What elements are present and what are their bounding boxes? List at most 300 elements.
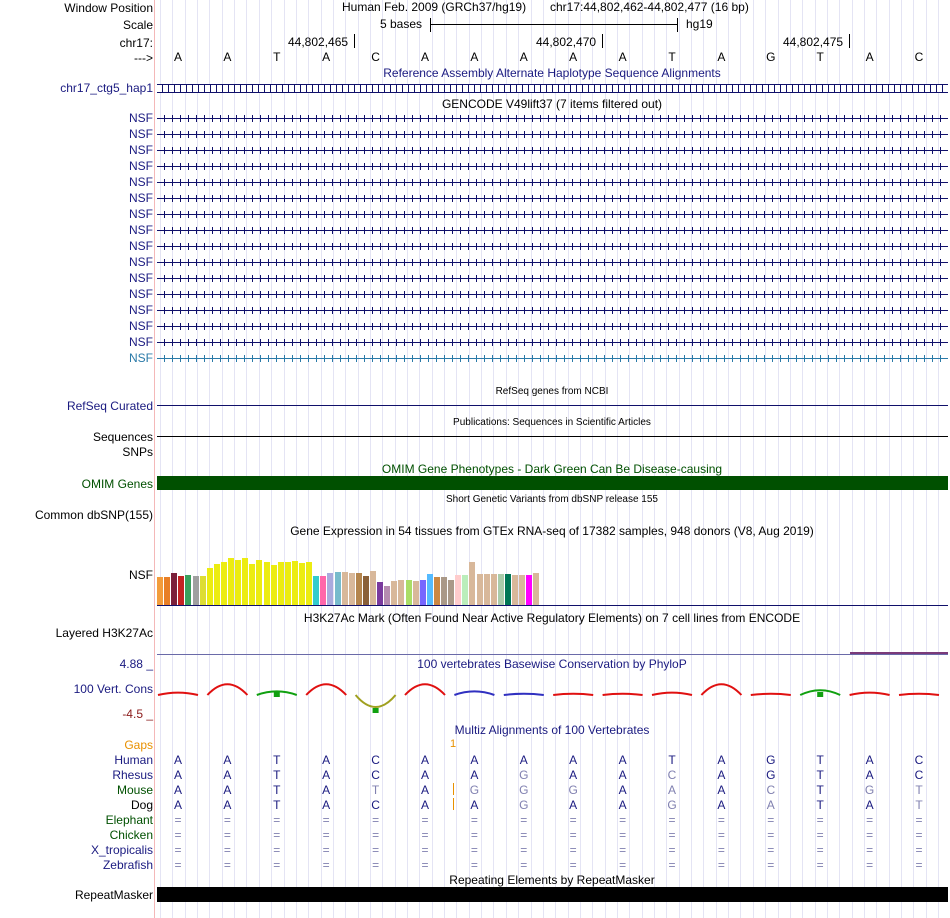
gtex-tissue-bar[interactable] <box>519 575 525 606</box>
alt-haplotype-label[interactable]: chr17_ctg5_hap1 <box>60 81 153 95</box>
species-label[interactable]: Elephant <box>105 813 153 827</box>
phylop-score-mark <box>405 684 445 695</box>
aligned-base: = <box>421 828 429 842</box>
gtex-bar-chart[interactable] <box>157 540 948 606</box>
aligned-base: = <box>816 813 824 827</box>
aligned-base: = <box>915 843 923 857</box>
gtex-label[interactable]: NSF <box>129 568 153 582</box>
gtex-tissue-bar[interactable] <box>171 573 177 606</box>
aligned-base: A <box>569 798 578 812</box>
aligned-base: = <box>915 813 923 827</box>
aligned-base: C <box>914 768 924 782</box>
aligned-base: A <box>569 753 578 767</box>
aligned-base: = <box>915 828 923 842</box>
aligned-base: T <box>668 753 676 767</box>
aligned-base: = <box>421 858 429 872</box>
alt-haplotype-title: Reference Assembly Alternate Haplotype Sequence Alignments <box>383 66 721 80</box>
gtex-tissue-bar[interactable] <box>526 575 532 606</box>
base-letter: T <box>273 50 281 64</box>
gtex-tissue-bar[interactable] <box>185 575 191 606</box>
gtex-tissue-bar[interactable] <box>434 577 440 606</box>
scale-bar <box>430 24 677 25</box>
base-letter: A <box>420 50 430 64</box>
aligned-base: A <box>173 753 183 767</box>
gtex-tissue-bar[interactable] <box>313 576 319 606</box>
gtex-tissue-bar[interactable] <box>164 577 170 606</box>
coord-tick <box>354 34 355 48</box>
aligned-base: A <box>766 798 775 812</box>
scale-bar-right-tick <box>677 18 678 32</box>
gencode-item-label[interactable]: NSF <box>129 239 153 253</box>
gtex-tissue-bar[interactable] <box>441 577 447 606</box>
gtex-tissue-bar[interactable] <box>299 563 305 606</box>
gencode-transcript-line[interactable] <box>157 131 948 138</box>
aligned-base: A <box>519 753 528 767</box>
publications-feature[interactable] <box>157 436 948 437</box>
aligned-base: = <box>372 813 380 827</box>
gencode-item-label[interactable]: NSF <box>129 175 153 189</box>
phylop-score-mark <box>850 693 890 695</box>
gencode-transcript-line[interactable] <box>157 243 948 250</box>
gaps-label[interactable]: Gaps <box>124 738 153 752</box>
scale-db: hg19 <box>686 17 713 31</box>
aligned-base: = <box>619 843 627 857</box>
gencode-transcript-line[interactable] <box>157 163 948 170</box>
aligned-base: = <box>223 843 231 857</box>
species-label[interactable]: Rhesus <box>112 768 153 782</box>
aligned-base: C <box>371 798 380 812</box>
label-divider <box>154 0 155 918</box>
aligned-base: A <box>618 768 627 782</box>
gtex-tissue-bar[interactable] <box>292 561 298 606</box>
aligned-base: A <box>420 798 430 812</box>
gencode-transcript-line[interactable] <box>157 307 948 314</box>
aligned-base: A <box>667 783 677 797</box>
aligned-base: = <box>668 828 676 842</box>
aligned-base: T <box>816 753 824 767</box>
aligned-base: = <box>816 858 824 872</box>
aligned-base: A <box>173 768 183 782</box>
aligned-base: = <box>421 843 429 857</box>
gtex-tissue-bar[interactable] <box>207 568 213 606</box>
gtex-tissue-bar[interactable] <box>469 562 475 606</box>
gtex-tissue-bar[interactable] <box>271 565 277 606</box>
gencode-item-label[interactable]: NSF <box>129 271 153 285</box>
aligned-base: G <box>519 768 529 782</box>
gtex-title: Gene Expression in 54 tissues from GTEx RNA-seq of 17382 samples, 948 donors (V8, Aug 2019) <box>290 524 814 538</box>
aligned-base: A <box>223 783 232 797</box>
gtex-tissue-bar[interactable] <box>200 576 206 606</box>
aligned-base: = <box>520 858 528 872</box>
publications-title: Publications: Sequences in Scientific Articles <box>453 417 651 428</box>
aligned-base: G <box>469 783 480 797</box>
aligned-base: = <box>866 843 874 857</box>
aligned-base: = <box>470 813 478 827</box>
gencode-item-label[interactable]: NSF <box>129 159 153 173</box>
gtex-tissue-bar[interactable] <box>448 580 454 606</box>
phylop-score-mark <box>454 691 494 695</box>
aligned-base: = <box>372 843 380 857</box>
gtex-tissue-bar[interactable] <box>420 580 426 606</box>
aligned-base: G <box>766 768 776 782</box>
base-letter: A <box>717 50 726 64</box>
aligned-base: T <box>273 768 281 782</box>
gencode-item-label[interactable]: NSF <box>129 303 153 317</box>
gencode-item-label[interactable]: NSF <box>129 111 153 125</box>
aligned-base: = <box>816 828 824 842</box>
aligned-base: = <box>174 843 182 857</box>
dbsnp-title: Short Genetic Variants from dbSNP release 155 <box>446 494 658 505</box>
gencode-item-label[interactable]: NSF <box>129 335 153 349</box>
base-letter: C <box>371 50 380 64</box>
gencode-item-label[interactable]: NSF <box>129 223 153 237</box>
gencode-item-label[interactable]: NSF <box>129 351 153 365</box>
dbsnp-label[interactable]: Common dbSNP(155) <box>34 508 153 522</box>
omim-label[interactable]: OMIM Genes <box>81 477 153 491</box>
gap-mark: 1 <box>450 738 457 750</box>
species-label[interactable]: Chicken <box>109 828 153 842</box>
gencode-transcript-line[interactable] <box>157 115 948 122</box>
refseq-title: RefSeq genes from NCBI <box>495 386 609 397</box>
species-label[interactable]: Dog <box>130 798 153 812</box>
gtex-tissue-bar[interactable] <box>363 576 369 606</box>
aligned-base: = <box>470 828 478 842</box>
aligned-base: = <box>372 858 380 872</box>
omim-feature[interactable] <box>157 476 948 490</box>
aligned-base: = <box>717 858 725 872</box>
h3k27ac-baseline <box>157 654 948 655</box>
aligned-base: = <box>520 828 528 842</box>
base-letter: A <box>470 50 479 64</box>
aligned-base: G <box>519 783 529 797</box>
coord-label: 44,802,465 <box>288 35 349 49</box>
aligned-base: = <box>470 858 478 872</box>
phylop-point <box>373 708 379 713</box>
aligned-base: A <box>470 798 479 812</box>
gencode-transcript-line[interactable] <box>157 195 948 202</box>
phylop-score-mark <box>652 693 692 695</box>
gtex-tissue-bar[interactable] <box>327 573 333 606</box>
phylop-score-mark <box>553 694 593 695</box>
phylop-title: 100 vertebrates Basewise Conservation by PhyloP <box>417 657 687 671</box>
aligned-base: = <box>322 858 330 872</box>
gtex-baseline <box>157 605 948 606</box>
aligned-base: A <box>420 783 430 797</box>
aligned-base: A <box>322 798 331 812</box>
aligned-base: A <box>322 783 331 797</box>
aligned-base: A <box>717 783 726 797</box>
h3k27ac-signal <box>850 652 948 654</box>
aligned-base: = <box>223 828 231 842</box>
scale-text: 5 bases <box>380 17 423 31</box>
gencode-transcript-line[interactable] <box>157 179 948 186</box>
phylop-score-mark <box>603 694 643 695</box>
aligned-base: T <box>816 798 824 812</box>
aligned-base: T <box>273 753 281 767</box>
gtex-tissue-bar[interactable] <box>349 573 355 606</box>
aligned-base: A <box>717 768 726 782</box>
aligned-base: = <box>223 813 231 827</box>
h3k27ac-title: H3K27Ac Mark (Often Found Near Active Regulatory Elements) on 7 cell lines from ENCODE <box>303 611 801 625</box>
base-letter: A <box>618 50 627 64</box>
refseq-label[interactable]: RefSeq Curated <box>66 399 153 413</box>
aligned-base: = <box>273 813 281 827</box>
aligned-base: = <box>717 828 725 842</box>
aligned-base: A <box>173 783 183 797</box>
phylop-min: -4.5 _ <box>122 707 153 721</box>
aligned-base: A <box>717 798 726 812</box>
gtex-tissue-bar[interactable] <box>306 562 312 606</box>
aligned-base: A <box>322 753 331 767</box>
h3k27ac-label[interactable]: Layered H3K27Ac <box>55 626 153 640</box>
base-letter: T <box>668 50 676 64</box>
phylop-score-mark <box>306 684 346 695</box>
gtex-tissue-bar[interactable] <box>427 574 433 606</box>
gencode-item-label[interactable]: NSF <box>129 319 153 333</box>
aligned-base: T <box>816 783 824 797</box>
aligned-base: T <box>371 783 380 797</box>
gtex-tissue-bar[interactable] <box>406 580 412 606</box>
aligned-base: = <box>174 813 182 827</box>
base-letter: A <box>173 50 183 64</box>
aligned-base: C <box>914 753 924 767</box>
coord-label: 44,802,475 <box>783 35 844 49</box>
aligned-base: = <box>273 858 281 872</box>
repeatmasker-feature[interactable] <box>157 887 948 902</box>
aligned-base: A <box>223 753 232 767</box>
aligned-base: A <box>618 783 627 797</box>
aligned-base: G <box>519 798 529 812</box>
aligned-base: = <box>668 858 676 872</box>
gtex-tissue-bar[interactable] <box>335 572 341 606</box>
gencode-item-label[interactable]: NSF <box>129 255 153 269</box>
aligned-base: A <box>322 768 331 782</box>
publications-label-sequences[interactable]: Sequences <box>92 430 153 444</box>
gencode-transcript-line[interactable] <box>157 259 948 266</box>
strand-label: ---> <box>134 51 153 65</box>
aligned-base: A <box>173 798 183 812</box>
base-letter: A <box>322 50 331 64</box>
gtex-tissue-bar[interactable] <box>264 562 270 606</box>
aligned-base: = <box>421 813 429 827</box>
gencode-item-label[interactable]: NSF <box>129 287 153 301</box>
aligned-base: = <box>816 843 824 857</box>
coord-tick <box>602 34 603 48</box>
aligned-base: = <box>569 828 577 842</box>
aligned-base: = <box>174 828 182 842</box>
gencode-transcript-line[interactable] <box>157 291 948 298</box>
aligned-base: = <box>668 843 676 857</box>
aligned-base: = <box>174 858 182 872</box>
gtex-tissue-bar[interactable] <box>342 572 348 606</box>
phylop-plot[interactable] <box>157 675 948 715</box>
phylop-score-mark <box>158 693 198 695</box>
gencode-item-label[interactable]: NSF <box>129 143 153 157</box>
gencode-transcript-line[interactable] <box>157 323 948 330</box>
gtex-tissue-bar[interactable] <box>320 576 326 606</box>
aligned-base: G <box>667 798 677 812</box>
aligned-base: = <box>767 813 775 827</box>
gtex-tissue-bar[interactable] <box>491 574 497 606</box>
window-position-label: Window Position <box>64 1 153 15</box>
gencode-transcript-line[interactable] <box>157 275 948 282</box>
gtex-tissue-bar[interactable] <box>228 558 234 606</box>
phylop-point <box>817 692 823 697</box>
gencode-transcript-line[interactable] <box>157 355 948 362</box>
refseq-feature[interactable] <box>157 405 948 406</box>
species-label[interactable]: Human <box>114 753 153 767</box>
aligned-base: = <box>322 813 330 827</box>
aligned-base: = <box>322 828 330 842</box>
insertion-mark <box>453 798 454 810</box>
aligned-base: C <box>371 753 380 767</box>
aligned-base: A <box>470 768 479 782</box>
gtex-tissue-bar[interactable] <box>498 574 504 606</box>
gencode-transcript-line[interactable] <box>157 147 948 154</box>
scale-label: Scale <box>122 18 153 32</box>
gtex-tissue-bar[interactable] <box>384 586 390 606</box>
phylop-score-mark <box>701 684 741 695</box>
aligned-base: = <box>866 813 874 827</box>
gtex-tissue-bar[interactable] <box>214 564 220 606</box>
gtex-tissue-bar[interactable] <box>178 576 184 606</box>
coord-tick <box>849 34 850 48</box>
gencode-item-label[interactable]: NSF <box>129 191 153 205</box>
base-letter: A <box>569 50 578 64</box>
chrom-label: chr17: <box>119 36 153 50</box>
gtex-tissue-bar[interactable] <box>391 581 397 606</box>
coord-label: 44,802,470 <box>536 35 597 49</box>
gtex-tissue-bar[interactable] <box>484 574 490 606</box>
aligned-base: = <box>866 858 874 872</box>
aligned-base: = <box>569 813 577 827</box>
aligned-base: = <box>322 843 330 857</box>
repeatmasker-title: Repeating Elements by RepeatMasker <box>449 873 655 887</box>
gtex-tissue-bar[interactable] <box>512 575 518 606</box>
gtex-tissue-bar[interactable] <box>413 581 419 606</box>
multiz-title: Multiz Alignments of 100 Vertebrates <box>454 723 650 737</box>
aligned-base: = <box>520 843 528 857</box>
phylop-score-mark <box>504 694 544 695</box>
phylop-label[interactable]: 100 Vert. Cons <box>73 682 153 696</box>
omim-title: OMIM Gene Phenotypes - Dark Green Can Be Disease-causing <box>381 462 723 476</box>
species-label[interactable]: Mouse <box>116 783 153 797</box>
gtex-tissue-bar[interactable] <box>278 562 284 606</box>
assembly-name: Human Feb. 2009 (GRCh37/hg19) <box>342 0 527 14</box>
aligned-base: C <box>371 768 380 782</box>
gtex-tissue-bar[interactable] <box>533 573 539 606</box>
aligned-base: A <box>865 768 874 782</box>
gtex-tissue-bar[interactable] <box>462 575 468 606</box>
aligned-base: T <box>915 783 923 797</box>
gtex-tissue-bar[interactable] <box>377 582 383 606</box>
aligned-base: = <box>372 828 380 842</box>
gtex-tissue-bar[interactable] <box>221 562 227 606</box>
insertion-mark <box>453 783 454 795</box>
aligned-base: G <box>766 753 776 767</box>
aligned-base: = <box>866 828 874 842</box>
gtex-tissue-bar[interactable] <box>356 573 362 606</box>
gencode-item-label[interactable]: NSF <box>129 127 153 141</box>
aligned-base: A <box>470 753 479 767</box>
species-label[interactable]: Zebrafish <box>102 858 153 872</box>
aligned-base: T <box>273 798 281 812</box>
base-letter: C <box>914 50 924 64</box>
gtex-tissue-bar[interactable] <box>256 560 262 606</box>
phylop-score-mark <box>899 694 939 695</box>
aligned-base: = <box>668 813 676 827</box>
gencode-transcript-line[interactable] <box>157 339 948 346</box>
aligned-base: = <box>767 858 775 872</box>
aligned-base: = <box>619 858 627 872</box>
publications-label-snps[interactable]: SNPs <box>122 445 153 459</box>
aligned-base: C <box>766 783 776 797</box>
base-letter: A <box>865 50 874 64</box>
gtex-tissue-bar[interactable] <box>455 575 461 606</box>
aligned-base: A <box>223 768 232 782</box>
aligned-base: = <box>520 813 528 827</box>
aligned-base: A <box>618 753 627 767</box>
gtex-tissue-bar[interactable] <box>249 564 255 606</box>
aligned-base: = <box>619 813 627 827</box>
aligned-base: = <box>767 843 775 857</box>
aligned-base: A <box>420 753 430 767</box>
aligned-base: = <box>915 858 923 872</box>
aligned-base: A <box>717 753 726 767</box>
aligned-base: = <box>619 828 627 842</box>
gtex-tissue-bar[interactable] <box>285 562 291 606</box>
gtex-tissue-bar[interactable] <box>505 574 511 606</box>
base-letter: A <box>223 50 232 64</box>
aligned-base: = <box>273 828 281 842</box>
aligned-base: = <box>569 843 577 857</box>
base-letter: T <box>816 50 824 64</box>
position-readout: chr17:44,802,462-44,802,477 (16 bp) <box>550 0 749 14</box>
base-letter: A <box>519 50 528 64</box>
phylop-score-mark <box>207 684 247 695</box>
alt-haplotype-feature[interactable] <box>157 84 948 93</box>
gencode-transcript-line[interactable] <box>157 227 948 234</box>
scale-bar-left-tick <box>430 18 431 32</box>
aligned-base: G <box>568 783 578 797</box>
aligned-base: T <box>915 798 923 812</box>
gtex-tissue-bar[interactable] <box>477 574 483 606</box>
aligned-base: A <box>223 798 232 812</box>
phylop-score-mark <box>751 694 791 695</box>
gencode-transcript-line[interactable] <box>157 211 948 218</box>
gtex-tissue-bar[interactable] <box>370 571 376 606</box>
gtex-tissue-bar[interactable] <box>157 577 163 606</box>
gtex-tissue-bar[interactable] <box>193 576 199 606</box>
aligned-base: = <box>223 858 231 872</box>
aligned-base: = <box>767 828 775 842</box>
aligned-base: = <box>273 843 281 857</box>
aligned-base: G <box>864 783 875 797</box>
gencode-item-label[interactable]: NSF <box>129 207 153 221</box>
aligned-base: A <box>420 768 430 782</box>
repeatmasker-label[interactable]: RepeatMasker <box>74 888 153 902</box>
gtex-tissue-bar[interactable] <box>235 560 241 606</box>
gtex-tissue-bar[interactable] <box>242 558 248 606</box>
aligned-base: = <box>569 858 577 872</box>
species-label[interactable]: X_tropicalis <box>90 843 153 857</box>
gtex-tissue-bar[interactable] <box>398 580 404 606</box>
aligned-base: A <box>865 798 874 812</box>
aligned-base: T <box>273 783 281 797</box>
aligned-base: = <box>717 813 725 827</box>
aligned-base: = <box>717 843 725 857</box>
aligned-base: C <box>667 768 677 782</box>
